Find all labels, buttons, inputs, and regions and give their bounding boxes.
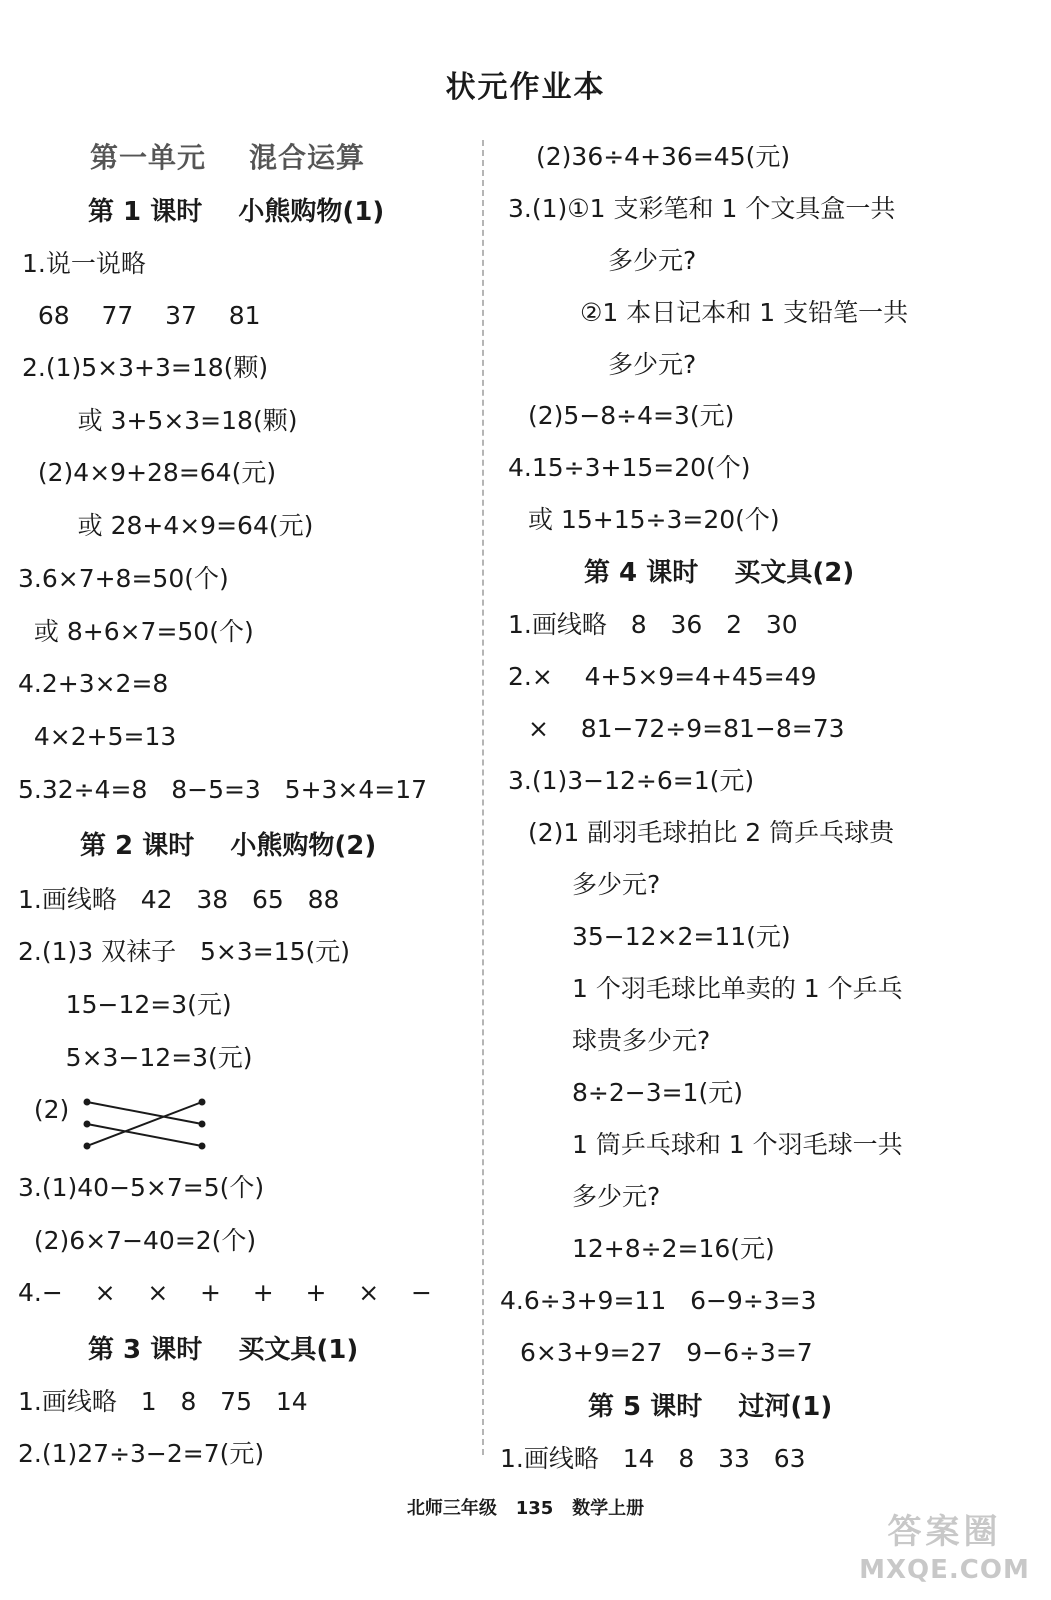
watermark-url: MXQE.COM — [859, 1555, 1030, 1585]
answer-line: (2) — [18, 1095, 70, 1124]
answer-line: (2)5−8÷4=3(元) — [528, 401, 735, 430]
answer-line: 或 3+5×3=18(颗) — [22, 406, 298, 435]
lesson-heading: 第 2 课时 小熊购物(2) — [80, 831, 377, 861]
answer-line: 1.画线略 8 36 2 30 — [508, 610, 798, 639]
answer-line: 3.(1)40−5×7=5(个) — [18, 1173, 265, 1202]
answer-line: 4.2+3×2=8 — [18, 669, 169, 698]
answer-line: 或 15+15÷3=20(个) — [528, 505, 780, 534]
answer-line: 3.(1)3−12÷6=1(元) — [508, 766, 755, 795]
answer-line: 35−12×2=11(元) — [572, 922, 791, 951]
answer-line: 1.画线略 42 38 65 88 — [18, 885, 340, 914]
answer-line: 1.画线略 14 8 33 63 — [500, 1444, 806, 1473]
answer-line: (2)1 副羽毛球拍比 2 筒乒乓球贵 — [528, 818, 895, 847]
answer-line: 4.6÷3+9=11 6−9÷3=3 — [500, 1286, 817, 1315]
answer-line: 6×3+9=27 9−6÷3=7 — [520, 1338, 813, 1367]
answer-line: 或 8+6×7=50(个) — [18, 617, 254, 646]
answer-line: 15−12=3(元) — [18, 990, 232, 1019]
lesson-heading: 第 4 课时 买文具(2) — [584, 558, 855, 588]
answer-line: 2.(1)27÷3−2=7(元) — [18, 1439, 265, 1468]
column-divider — [482, 140, 484, 1455]
watermark-text: 答案圈 — [887, 1512, 1002, 1552]
answer-line: 12+8÷2=16(元) — [572, 1234, 775, 1263]
answer-line: ②1 本日记本和 1 支铅笔一共 — [580, 298, 909, 327]
answer-line: 4×2+5=13 — [18, 722, 177, 751]
page-title: 状元作业本 — [445, 70, 606, 105]
answer-line: 2.× 4+5×9=4+45=49 — [508, 662, 817, 691]
answer-line: 5×3−12=3(元) — [18, 1043, 253, 1072]
answer-line: 5.32÷4=8 8−5=3 5+3×4=17 — [18, 775, 428, 804]
answer-line: 68 77 37 81 — [22, 301, 261, 330]
matching-lines-figure — [80, 1094, 210, 1154]
matching-line — [87, 1102, 202, 1146]
matching-line — [87, 1124, 202, 1146]
answer-line: 2.(1)3 双袜子 5×3=15(元) — [18, 937, 350, 966]
answer-line: 8÷2−3=1(元) — [572, 1078, 743, 1107]
answer-line: 多少元? — [572, 1182, 661, 1211]
answer-line: 1 筒乒乓球和 1 个羽毛球一共 — [572, 1130, 903, 1159]
matching-line — [87, 1102, 202, 1124]
lesson-heading: 第 3 课时 买文具(1) — [88, 1335, 359, 1365]
answer-line: 球贵多少元? — [572, 1026, 711, 1055]
page-footer: 北师三年级 135 数学上册 — [406, 1498, 645, 1519]
answer-line: 3.(1)①1 支彩笔和 1 个文具盒一共 — [508, 194, 896, 223]
answer-line: 多少元? — [608, 350, 697, 379]
answer-line: 4.− × × + + + × − — [18, 1278, 432, 1307]
answer-line: 多少元? — [608, 246, 697, 275]
answer-line: 1.说一说略 — [22, 249, 146, 278]
answer-line: (2)36÷4+36=45(元) — [536, 142, 791, 171]
answer-line: 1 个羽毛球比单卖的 1 个乒乓 — [572, 974, 903, 1003]
answer-line: 1.画线略 1 8 75 14 — [18, 1387, 308, 1416]
answer-line: × 81−72÷9=81−8=73 — [528, 714, 845, 743]
lesson-heading: 第 5 课时 过河(1) — [588, 1392, 833, 1422]
watermark-logo — [852, 1512, 1037, 1592]
answer-line: 多少元? — [572, 870, 661, 899]
answer-line: 4.15÷3+15=20(个) — [508, 453, 751, 482]
answer-line: (2)4×9+28=64(元) — [22, 458, 277, 487]
answer-line: (2)6×7−40=2(个) — [18, 1226, 257, 1255]
lesson-heading: 第 1 课时 小熊购物(1) — [88, 197, 385, 227]
unit-title: 第一单元 混合运算 — [90, 141, 365, 174]
answer-line: 2.(1)5×3+3=18(颗) — [22, 353, 269, 382]
answer-line: 或 28+4×9=64(元) — [22, 511, 314, 540]
answer-line: 3.6×7+8=50(个) — [18, 564, 229, 593]
